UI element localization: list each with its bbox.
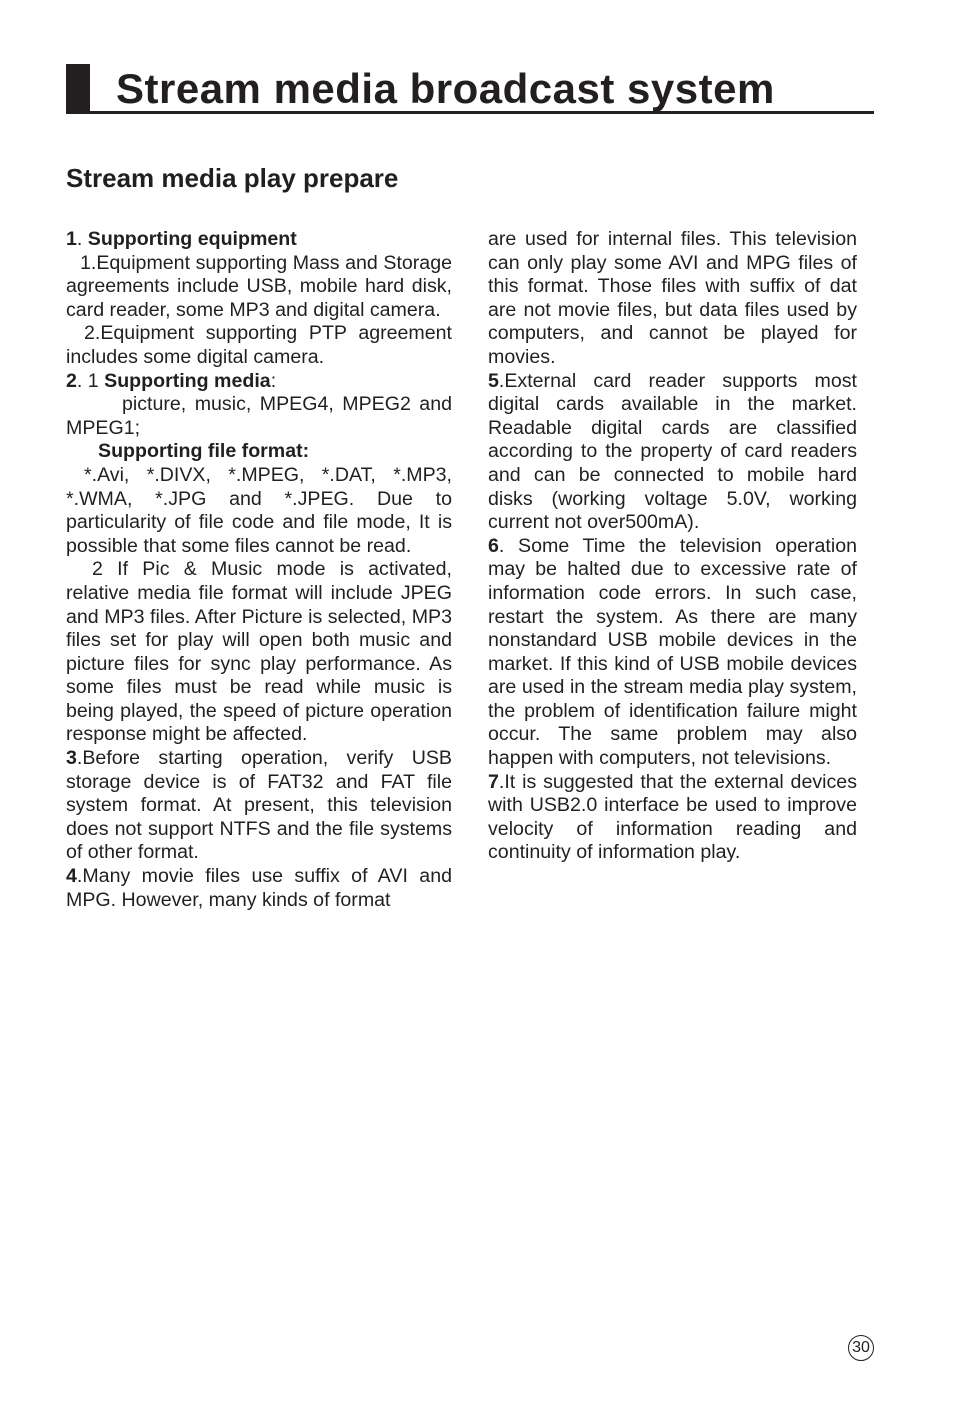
- format-colon: :: [302, 440, 310, 463]
- right-column: [488, 228, 857, 865]
- section-title: Stream media play prepare: [66, 163, 399, 193]
- item-2-heading: [66, 370, 452, 394]
- item-number: 7: [488, 770, 499, 793]
- item-2-format-heading: [66, 440, 452, 464]
- page-header: [66, 64, 874, 114]
- item-4-continuation: are used for internal files. This television can only play some AVI and MPG files of this format. Those files with suffix of dat are not movie files, but data files used by computers, and cannot be played for movies.: [488, 228, 857, 368]
- item-text: .It is suggested that the external devices with USB2.0 interface be used to improve velocity of information reading and continuity of information play.: [488, 770, 857, 864]
- item-number: 6: [488, 534, 499, 557]
- item-5-paragraph: [488, 370, 857, 535]
- item-number: 5: [488, 369, 499, 392]
- item-2-media-list: picture, music, MPEG4, MPEG2 and MPEG1;: [66, 393, 452, 439]
- item-6-paragraph: [488, 535, 857, 771]
- item-text: .External card reader supports most digital cards available in the market. Readable digital cards are classified according to the property of card readers and can be connected to mobile hard disks (working voltage 5.0V, working current not over500mA).: [488, 369, 857, 534]
- item-text: .Many movie files use suffix of AVI and MPG. However, many kinds of format: [66, 865, 452, 911]
- item-4-paragraph: [66, 865, 452, 912]
- item-separator: .: [76, 228, 88, 250]
- item-number: 3: [66, 747, 77, 770]
- left-column: [66, 228, 452, 912]
- item-number: 4: [66, 865, 77, 888]
- heading-colon: :: [270, 369, 277, 392]
- item-1-heading: [66, 228, 452, 252]
- page-number: 30: [848, 1335, 874, 1361]
- item-7-paragraph: [488, 771, 857, 865]
- page-title: Stream media broadcast system: [116, 65, 775, 112]
- item-number: 1: [66, 228, 77, 250]
- item-separator: . 1: [76, 369, 105, 392]
- item-text: . Some Time the television operation may be halted due to excessive rate of information code errors. In such case, restart the system. As there are many nonstandard USB mobile devices in the market. If this kind of USB mobile devices are used in the stream media play system, the problem of identification failure might occur. The same problem may also happen with computers, not televisions.: [488, 534, 857, 770]
- item-2-format-list: *.Avi, *.DIVX, *.MPEG, *.DAT, *.MP3, *.WMA, *.JPG and *.JPEG. Due to particularity of file code and file mode, It is possible that some files cannot be read.: [66, 463, 452, 557]
- item-number: 2: [66, 369, 77, 392]
- item-heading: Supporting equipment: [87, 228, 297, 250]
- item-2-pic-music-paragraph: 2 If Pic & Music mode is activated, relative media file format will include JPEG and MP3 files. After Picture is selected, MP3 files set for play will open both music and picture files for sync play performance. As some files must be read while music is being played, the speed of picture operation response might be affected.: [66, 558, 452, 746]
- item-heading: Supporting media: [104, 369, 271, 392]
- item-text: .Before starting operation, verify USB storage device is of FAT32 and FAT file system format. At present, this television does not support NTFS and the file systems of other format.: [66, 747, 452, 864]
- item-1-paragraph-2: 2.Equipment supporting PTP agreement includes some digital camera.: [66, 322, 452, 368]
- item-1-paragraph-1: 1.Equipment supporting Mass and Storage agreements include USB, mobile hard disk, card reader, some MP3 and digital camera.: [66, 251, 452, 321]
- title-marker-block: [66, 64, 90, 111]
- item-3-paragraph: [66, 747, 452, 865]
- format-heading: Supporting file format: [98, 440, 303, 463]
